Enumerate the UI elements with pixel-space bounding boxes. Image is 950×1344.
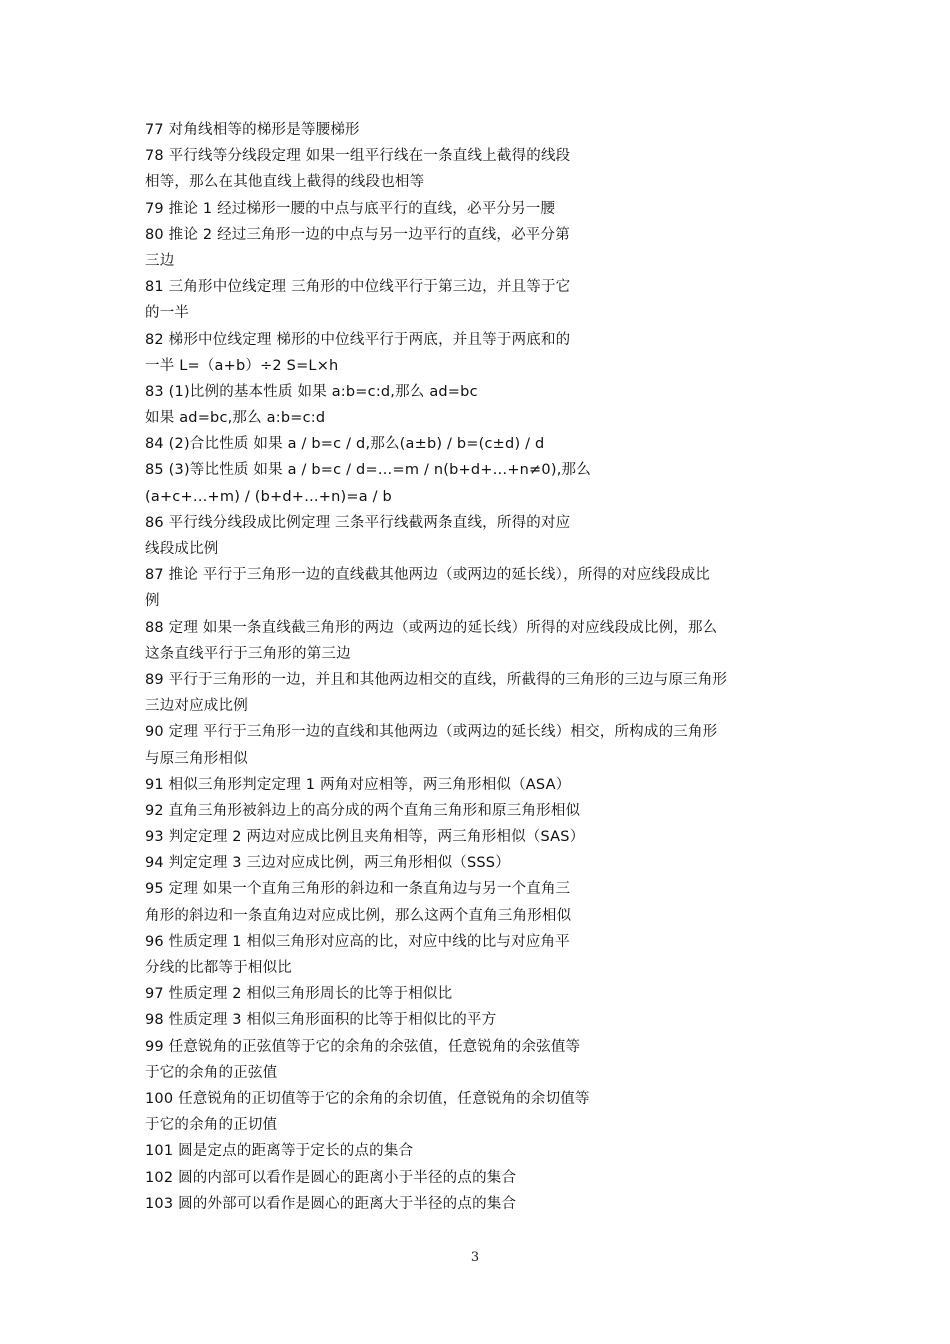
text-line: 一半 L=（a+b）÷2 S=L×h — [145, 357, 339, 374]
text-line: 91 相似三角形判定定理 1 两角对应相等，两三角形相似（ASA） — [145, 776, 571, 793]
text-line: 99 任意锐角的正弦值等于它的余角的余弦值，任意锐角的余弦值等 — [145, 1038, 581, 1055]
text-line: 92 直角三角形被斜边上的高分成的两个直角三角形和原三角形相似 — [145, 802, 581, 819]
text-line: 相等，那么在其他直线上截得的线段也相等 — [145, 174, 425, 191]
text-line: 88 定理 如果一条直线截三角形的两边（或两边的延长线）所得的对应线段成比例，那么 — [145, 619, 718, 636]
text-line: 83 (1)比例的基本性质 如果 a:b=c:d,那么 ad=bc — [145, 383, 478, 400]
text-line: 101 圆是定点的距离等于定长的点的集合 — [145, 1143, 414, 1160]
page-number: 3 — [470, 1250, 480, 1265]
document-body — [145, 117, 825, 1217]
text-line: 角形的斜边和一条直角边对应成比例，那么这两个直角三角形相似 — [145, 907, 572, 924]
text-line: 如果 ad=bc,那么 a:b=c:d — [145, 410, 326, 427]
text-line: 89 平行于三角形的一边，并且和其他两边相交的直线，所截得的三角形的三边与原三角形 — [145, 671, 728, 688]
text-line: 97 性质定理 2 相似三角形周长的比等于相似比 — [145, 986, 453, 1003]
text-line: 82 梯形中位线定理 梯形的中位线平行于两底，并且等于两底和的 — [145, 331, 571, 348]
text-line: 线段成比例 — [145, 541, 219, 557]
text-line: 78 平行线等分线段定理 如果一组平行线在一条直线上截得的线段 — [145, 148, 571, 165]
text-line: 三边对应成比例 — [145, 698, 248, 715]
text-line: 的一半 — [145, 305, 190, 322]
text-line: 三边 — [145, 252, 175, 269]
text-line: 84 (2)合比性质 如果 a / b=c / d,那么(a±b) / b=(c±d) / d — [145, 436, 545, 453]
text-line: 87 推论 平行于三角形一边的直线截其他两边（或两边的延长线），所得的对应线段成比 — [145, 567, 711, 584]
text-line: 102 圆的内部可以看作是圆心的距离小于半径的点的集合 — [145, 1169, 517, 1186]
text-line: 于它的余角的正弦值 — [145, 1064, 278, 1081]
text-line: 于它的余角的正切值 — [145, 1117, 278, 1134]
text-line: (a+c+…+m) / (b+d+…+n)=a / b — [145, 488, 392, 505]
text-line: 分线的比都等于相似比 — [145, 960, 292, 976]
text-line: 103 圆的外部可以看作是圆心的距离大于半径的点的集合 — [145, 1195, 517, 1212]
text-line: 77 对角线相等的梯形是等腰梯形 — [145, 122, 360, 138]
text-line: 86 平行线分线段成比例定理 三条平行线截两条直线，所得的对应 — [145, 514, 571, 531]
text-line: 93 判定定理 2 两边对应成比例且夹角相等，两三角形相似（SAS） — [145, 829, 585, 846]
text-line: 90 定理 平行于三角形一边的直线和其他两边（或两边的延长线）相交，所构成的三角形 — [145, 724, 718, 741]
text-line: 96 性质定理 1 相似三角形对应高的比，对应中线的比与对应角平 — [145, 933, 570, 950]
text-line: 98 性质定理 3 相似三角形面积的比等于相似比的平方 — [145, 1012, 497, 1029]
text-line: 95 定理 如果一个直角三角形的斜边和一条直角边与另一个直角三 — [145, 881, 571, 898]
text-line: 94 判定定理 3 三边对应成比例，两三角形相似（SSS） — [145, 855, 510, 872]
text-line: 例 — [145, 593, 160, 610]
text-line: 80 推论 2 经过三角形一边的中点与另一边平行的直线，必平分第 — [145, 226, 570, 243]
text-line: 79 推论 1 经过梯形一腰的中点与底平行的直线，必平分另一腰 — [145, 200, 556, 217]
text-line: 85 (3)等比性质 如果 a / b=c / d=…=m / n(b+d+…+n≠0),那么 — [145, 462, 591, 479]
text-line: 这条直线平行于三角形的第三边 — [145, 645, 351, 662]
text-line: 81 三角形中位线定理 三角形的中位线平行于第三边，并且等于它 — [145, 279, 571, 296]
text-line: 100 任意锐角的正切值等于它的余角的余切值，任意锐角的余切值等 — [145, 1090, 590, 1107]
text-line: 与原三角形相似 — [145, 750, 248, 767]
